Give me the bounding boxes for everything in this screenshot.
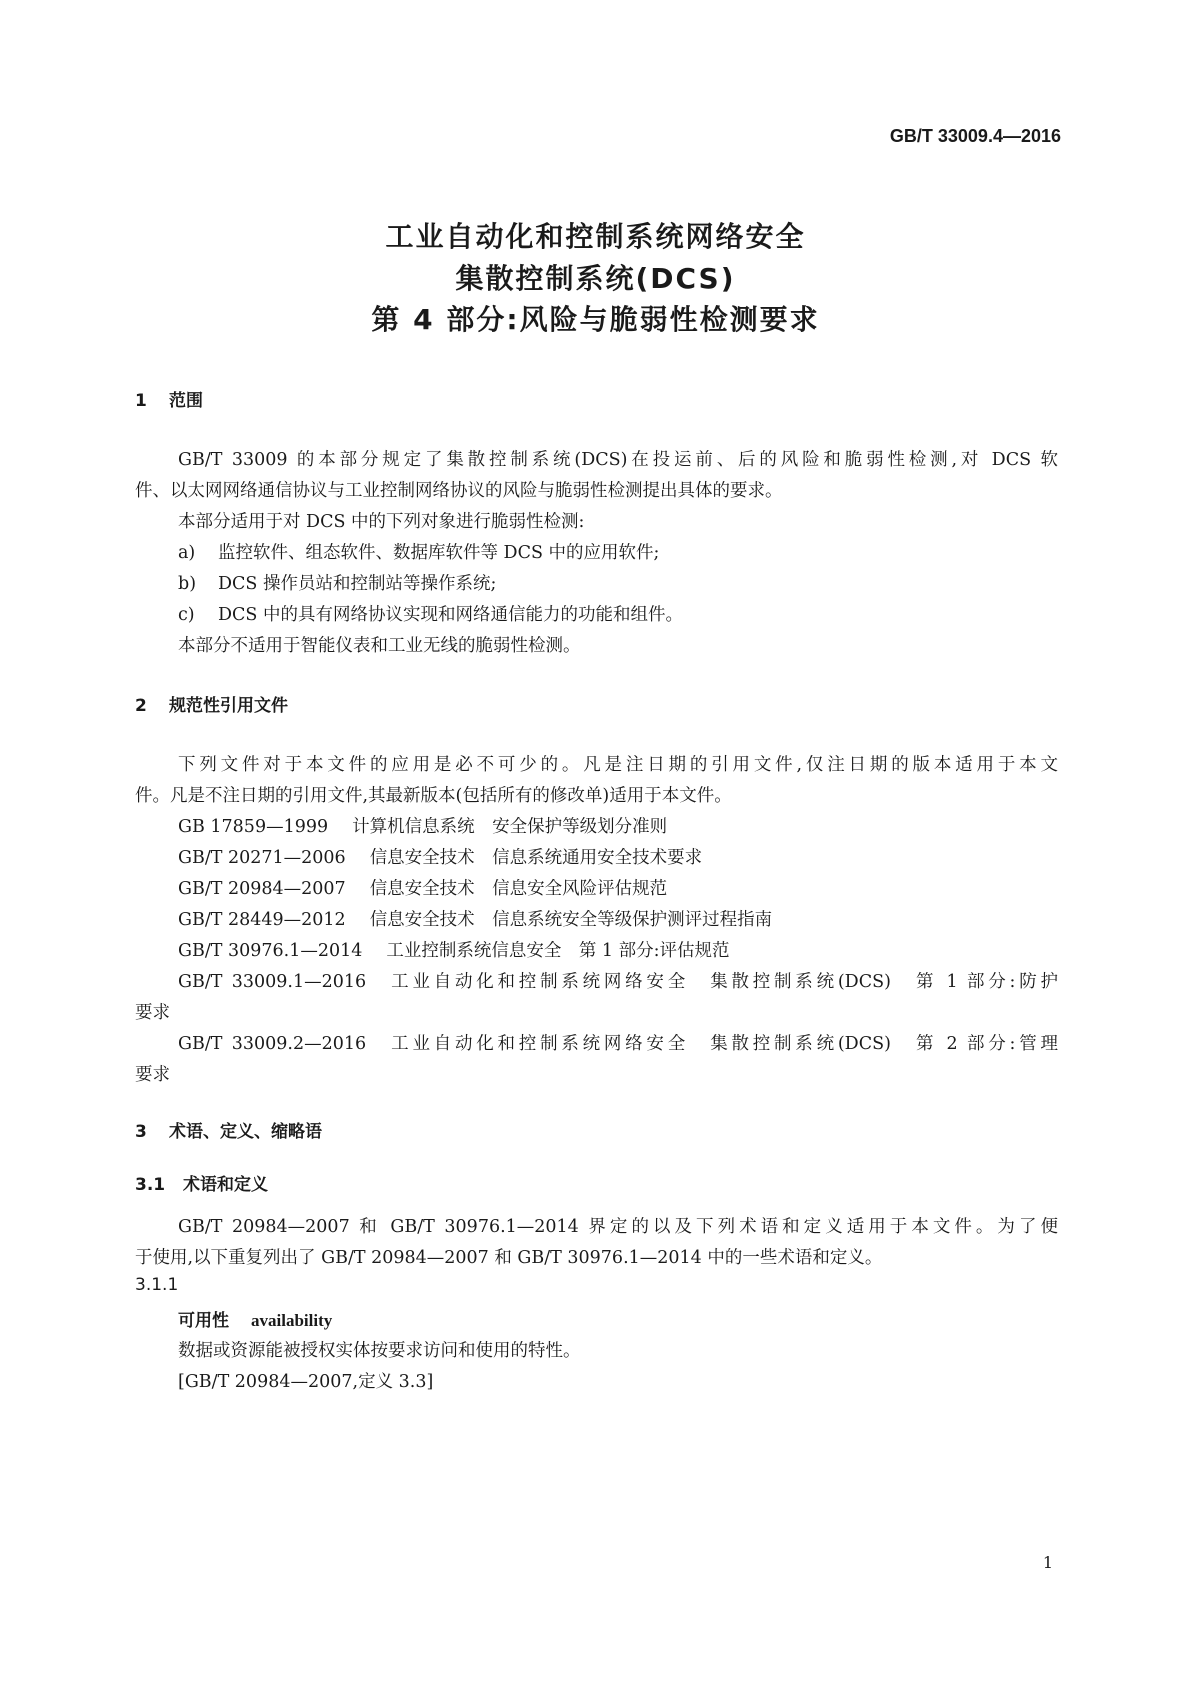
subsection-title: 术语和定义	[183, 1175, 268, 1195]
term-english: availability	[251, 1311, 333, 1330]
subsection-3-1-heading	[135, 1170, 268, 1195]
reference-item-continued: 要求	[135, 1003, 170, 1023]
paragraph-line: 件。凡是不注日期的引用文件,其最新版本(包括所有的修改单)适用于本文件。	[135, 786, 732, 806]
reference-item: GB 17859—1999 计算机信息系统 安全保护等级划分准则	[178, 817, 668, 837]
paragraph: 本部分不适用于智能仪表和工业无线的脆弱性检测。	[178, 636, 581, 656]
standard-number: GB/T 33009.4—2016	[889, 126, 1061, 146]
term-heading	[178, 1306, 332, 1331]
reference-item: GB/T 33009.1—2016 工业自动化和控制系统网络安全 集散控制系统(DCS) 第 1 部分:防护	[178, 972, 1058, 992]
section-number: 3	[135, 1122, 147, 1142]
section-2-heading	[135, 691, 288, 716]
section-title: 范围	[169, 391, 203, 411]
list-item: b) DCS 操作员站和控制站等操作系统;	[178, 574, 497, 594]
document-title-line3: 第 4 部分:风险与脆弱性检测要求	[371, 303, 820, 336]
term-chinese: 可用性	[178, 1311, 229, 1331]
page-number: 1	[1042, 1553, 1053, 1572]
subsection-number: 3.1	[135, 1175, 166, 1195]
paragraph: 本部分适用于对 DCS 中的下列对象进行脆弱性检测:	[178, 512, 585, 532]
reference-item: GB/T 20984—2007 信息安全技术 信息安全风险评估规范	[178, 879, 668, 899]
section-number: 1	[135, 391, 147, 411]
document-title-line2: 集散控制系统(DCS)	[455, 262, 736, 295]
paragraph-line: GB/T 33009 的本部分规定了集散控制系统(DCS)在投运前、后的风险和脆弱性检测,对 DCS 软	[178, 450, 1058, 470]
paragraph-line: 于使用,以下重复列出了 GB/T 20984—2007 和 GB/T 30976.1—2014 中的一些术语和定义。	[135, 1248, 883, 1268]
reference-item: GB/T 30976.1—2014 工业控制系统信息安全 第 1 部分:评估规范	[178, 941, 730, 961]
list-item: a) 监控软件、组态软件、数据库软件等 DCS 中的应用软件;	[178, 543, 660, 563]
paragraph-line: 下列文件对于本文件的应用是必不可少的。凡是注日期的引用文件,仅注日期的版本适用于本文	[178, 755, 1058, 775]
reference-item: GB/T 33009.2—2016 工业自动化和控制系统网络安全 集散控制系统(DCS) 第 2 部分:管理	[178, 1034, 1058, 1054]
section-3-heading	[135, 1117, 322, 1142]
reference-item-continued: 要求	[135, 1065, 170, 1085]
term-source: [GB/T 20984—2007,定义 3.3]	[178, 1372, 434, 1392]
section-title: 规范性引用文件	[169, 696, 288, 716]
term-number: 3.1.1	[135, 1275, 179, 1295]
section-1-heading	[135, 386, 203, 411]
list-item: c) DCS 中的具有网络协议实现和网络通信能力的功能和组件。	[178, 605, 683, 625]
section-number: 2	[135, 696, 147, 716]
section-title: 术语、定义、缩略语	[169, 1122, 322, 1142]
paragraph-line: 件、以太网网络通信协议与工业控制网络协议的风险与脆弱性检测提出具体的要求。	[135, 481, 783, 501]
document-title-line1: 工业自动化和控制系统网络安全	[385, 220, 806, 253]
reference-item: GB/T 28449—2012 信息安全技术 信息系统安全等级保护测评过程指南	[178, 910, 773, 930]
reference-item: GB/T 20271—2006 信息安全技术 信息系统通用安全技术要求	[178, 848, 703, 868]
term-definition: 数据或资源能被授权实体按要求访问和使用的特性。	[178, 1341, 581, 1361]
paragraph-line: GB/T 20984—2007 和 GB/T 30976.1—2014 界定的以及下列术语和定义适用于本文件。为了便	[178, 1217, 1058, 1237]
